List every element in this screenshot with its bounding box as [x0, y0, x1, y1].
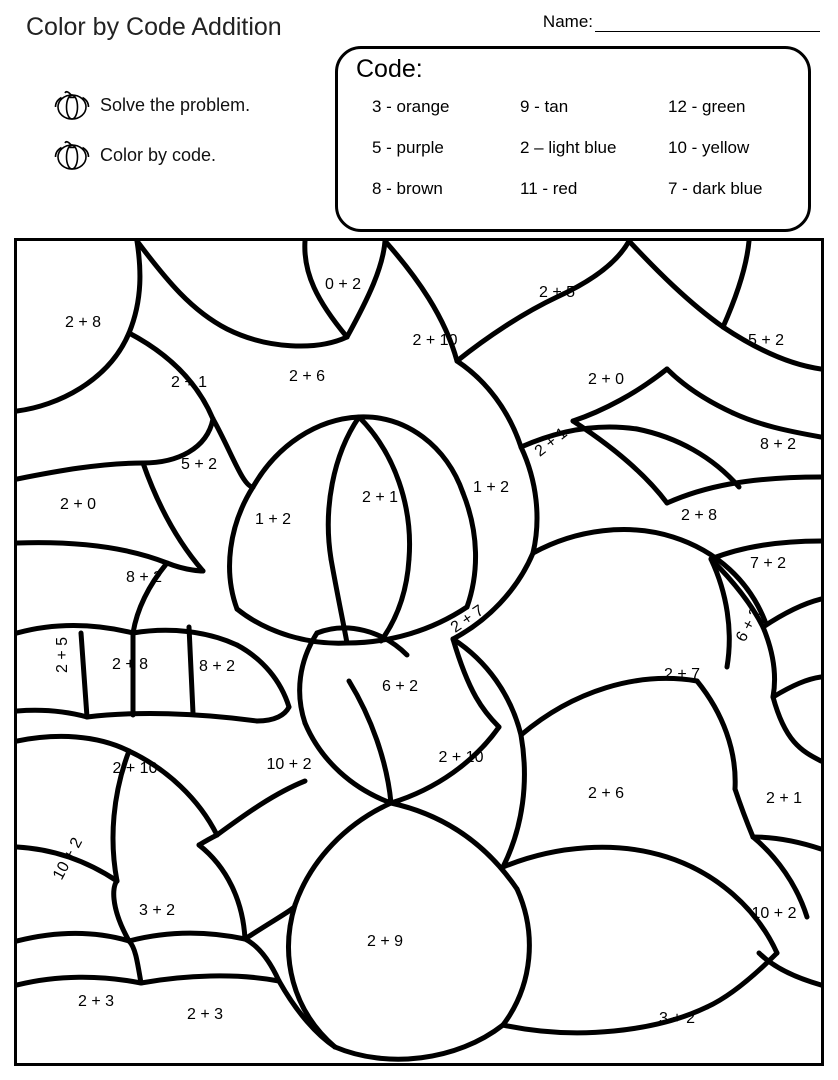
problem-label: 1 + 2 — [472, 479, 510, 496]
code-key-grid — [354, 97, 798, 199]
code-entry: 11 - red — [520, 179, 578, 198]
problem-label: 2 + 8 — [111, 656, 149, 673]
problem-label: 2 + 10 — [112, 760, 158, 777]
problem-label: 10 + 2 — [266, 756, 312, 773]
problem-label: 8 + 2 — [198, 658, 236, 675]
problem-label: 8 + 2 — [759, 436, 797, 453]
problem-label: 3 + 2 — [658, 1010, 696, 1027]
problem-label: 2 + 6 — [288, 368, 326, 385]
problem-label: 6 + 2 — [381, 678, 419, 695]
problem-label: 10 + 2 — [751, 905, 797, 922]
page-title: Color by Code Addition — [26, 13, 282, 41]
problem-label: 2 + 10 — [438, 749, 484, 766]
code-entry: 8 - brown — [372, 179, 443, 198]
problem-label: 2 + 7 — [663, 666, 701, 683]
pumpkin-icon — [52, 138, 92, 172]
problem-label: 2 + 5 — [538, 284, 576, 301]
problem-label: 2 + 1 — [765, 790, 803, 807]
problem-label: 2 + 0 — [587, 371, 625, 388]
coloring-picture — [14, 238, 824, 1066]
code-entry: 5 - purple — [372, 138, 444, 157]
problem-label: 2 + 7 — [447, 602, 488, 637]
name-input-line[interactable] — [595, 16, 820, 32]
code-entry: 7 - dark blue — [668, 179, 763, 198]
problem-label: 3 + 2 — [138, 902, 176, 919]
problem-label: 2 + 10 — [412, 332, 458, 349]
problem-label: 6 + 2 — [733, 604, 765, 645]
problem-label: 2 + 1 — [170, 374, 208, 391]
instruction-item — [52, 138, 332, 172]
instruction-text: Solve the problem. — [100, 94, 251, 115]
instruction-item — [52, 88, 332, 122]
problem-label: 8 + 2 — [125, 569, 163, 586]
code-entry: 2 – light blue — [520, 138, 617, 157]
problem-label: 2 + 6 — [587, 785, 625, 802]
code-key-box — [335, 46, 811, 232]
name-row — [460, 12, 820, 32]
coloring-picture-svg — [17, 241, 821, 1063]
instruction-text: Color by code. — [100, 144, 217, 165]
problem-label: 2 + 1 — [531, 424, 571, 461]
problem-label: 2 + 3 — [186, 1006, 224, 1023]
name-label: Name: — [542, 12, 593, 31]
problem-label: 2 + 5 — [54, 636, 71, 674]
problem-label: 5 + 2 — [180, 456, 218, 473]
code-entry: 9 - tan — [520, 97, 569, 116]
problem-label: 2 + 3 — [77, 993, 115, 1010]
code-entry: 10 - yellow — [668, 138, 750, 157]
code-key-heading: Code: — [356, 55, 423, 83]
code-entry: 3 - orange — [372, 97, 450, 116]
code-entry: 12 - green — [668, 97, 746, 116]
problem-label: 2 + 1 — [361, 489, 399, 506]
instructions-list — [52, 88, 332, 188]
problem-label: 2 + 8 — [64, 314, 102, 331]
pumpkin-icon — [52, 88, 92, 122]
problem-label: 7 + 2 — [749, 555, 787, 572]
problem-label: 2 + 0 — [59, 496, 97, 513]
problem-label: 1 + 2 — [254, 511, 292, 528]
problem-label: 10 + 2 — [49, 835, 87, 883]
problem-label: 2 + 8 — [680, 507, 718, 524]
problem-label: 5 + 2 — [747, 332, 785, 349]
problem-label: 0 + 2 — [324, 276, 362, 293]
problem-label: 2 + 9 — [366, 933, 404, 950]
